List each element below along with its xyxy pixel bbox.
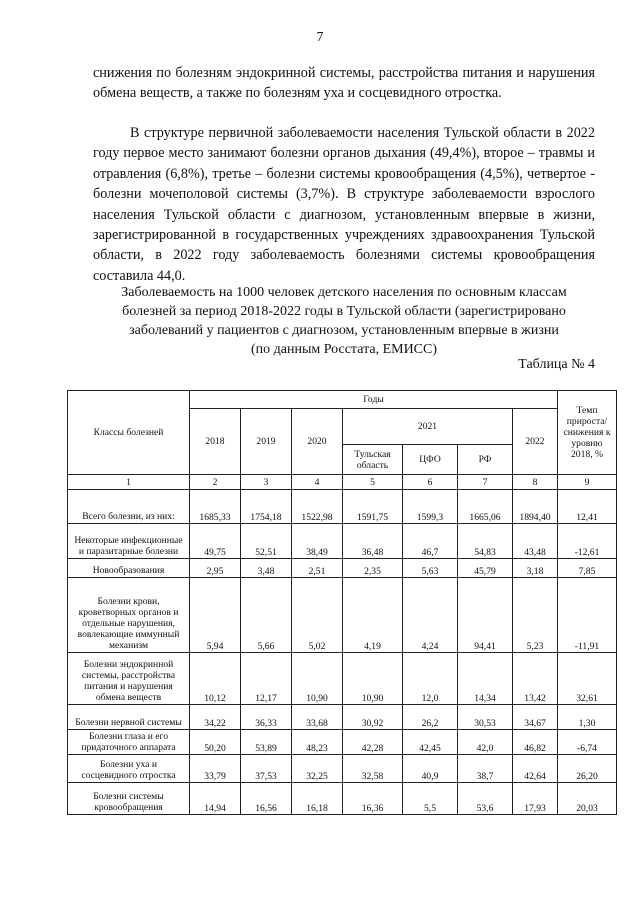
caption-line: болезней за период 2018-2022 годы в Тульской области (зарегистрировано [122, 304, 566, 319]
value-cell: 32,58 [343, 755, 403, 783]
disease-class: Болезни нервной системы [68, 705, 190, 730]
caption-line: (по данным Росстата, ЕМИСС) [250, 342, 438, 357]
column-number: 6 [403, 475, 458, 490]
value-cell: 12,0 [403, 653, 458, 705]
value-cell: 14,34 [458, 653, 513, 705]
value-cell: 10,90 [292, 653, 343, 705]
table-row [68, 490, 617, 524]
paragraph-1: снижения по болезням эндокринной системы, расстройства питания и нарушения обмена веществ, а также по болезням уха и сосцевидного отростка. [93, 65, 595, 102]
value-cell: 48,23 [292, 730, 343, 755]
value-cell: 5,94 [190, 578, 241, 653]
value-cell: 53,89 [241, 730, 292, 755]
value-cell: 45,79 [458, 559, 513, 578]
value-cell: 43,48 [513, 524, 558, 559]
value-cell: 10,90 [343, 653, 403, 705]
value-cell: 32,25 [292, 755, 343, 783]
value-cell: 42,28 [343, 730, 403, 755]
value-cell: 42,45 [403, 730, 458, 755]
value-cell: 13,42 [513, 653, 558, 705]
value-cell: 1894,40 [513, 490, 558, 524]
morbidity-table [67, 390, 617, 815]
value-cell: 52,51 [241, 524, 292, 559]
value-cell: 1754,18 [241, 490, 292, 524]
value-cell: 36,48 [343, 524, 403, 559]
value-cell: 7,85 [558, 559, 617, 578]
page-number: 7 [316, 30, 324, 45]
table-row [68, 783, 617, 815]
value-cell: 50,20 [190, 730, 241, 755]
value-cell: 38,7 [458, 755, 513, 783]
value-cell: 30,53 [458, 705, 513, 730]
value-cell: 5,63 [403, 559, 458, 578]
value-cell: 33,79 [190, 755, 241, 783]
table-row [68, 653, 617, 705]
value-cell: 4,19 [343, 578, 403, 653]
value-cell: 5,23 [513, 578, 558, 653]
value-cell: 42,0 [458, 730, 513, 755]
value-cell: -12,61 [558, 524, 617, 559]
paragraph-2: В структуре первичной заболеваемости населения Тульской области в 2022 году первое место занимают болезни органов дыхания (49,4%), второе – травмы и отравления (6,8%), третье – болезни системы кровообращения (4,5%), четвертое - болезни мочеполовой системы (3,7%). В структуре заболеваемости взрослого населения Тульской области с диагнозом, установленным впервые в жизни, зарегистрированной в государственных учреждениях здравоохранения Тульской области, в 2022 году заболеваемость болезнями системы кровообращения составила 44,0. [93, 125, 595, 284]
value-cell: 20,03 [558, 783, 617, 815]
value-cell: 5,5 [403, 783, 458, 815]
value-cell: 2,51 [292, 559, 343, 578]
column-number: 2 [190, 475, 241, 490]
value-cell: 37,53 [241, 755, 292, 783]
value-cell: 53,6 [458, 783, 513, 815]
value-cell: 26,2 [403, 705, 458, 730]
column-number: 9 [558, 475, 617, 490]
value-cell: 1685,33 [190, 490, 241, 524]
column-number: 5 [343, 475, 403, 490]
value-cell: 3,48 [241, 559, 292, 578]
value-cell: 33,68 [292, 705, 343, 730]
caption-line: заболеваний у пациентов с диагнозом, установленным впервые в жизни [129, 323, 559, 338]
table-row [68, 730, 617, 755]
table-row [68, 705, 617, 730]
value-cell: 1,30 [558, 705, 617, 730]
disease-class: Всего болезни, из них: [68, 490, 190, 524]
header-year-2022: 2022 [513, 409, 558, 475]
value-cell: 16,56 [241, 783, 292, 815]
value-cell: 12,41 [558, 490, 617, 524]
value-cell: 1665,06 [458, 490, 513, 524]
column-number: 4 [292, 475, 343, 490]
header-cfo: ЦФО [403, 445, 458, 475]
header-classes: Классы болезней [68, 391, 190, 475]
value-cell: 30,92 [343, 705, 403, 730]
header-year-2020: 2020 [292, 409, 343, 475]
value-cell: 16,18 [292, 783, 343, 815]
header-tula: Тульская область [343, 445, 403, 475]
value-cell: -11,91 [558, 578, 617, 653]
value-cell: 94,41 [458, 578, 513, 653]
value-cell: 40,9 [403, 755, 458, 783]
header-year-2018: 2018 [190, 409, 241, 475]
value-cell: 2,95 [190, 559, 241, 578]
value-cell: 38,49 [292, 524, 343, 559]
caption-line: Заболеваемость на 1000 человек детского населения по основным классам [121, 285, 567, 300]
value-cell: 34,67 [513, 705, 558, 730]
header-year-2019: 2019 [241, 409, 292, 475]
value-cell: 54,83 [458, 524, 513, 559]
disease-class: Болезни эндокринной системы, расстройства питания и нарушения обмена веществ [68, 653, 190, 705]
disease-class: Болезни крови, кроветворных органов и отдельные нарушения, вовлекающие иммунный механизм [68, 578, 190, 653]
value-cell: 1599,3 [403, 490, 458, 524]
value-cell: 46,82 [513, 730, 558, 755]
table-row [68, 755, 617, 783]
header-year-2021: 2021 [343, 409, 513, 445]
value-cell: 5,02 [292, 578, 343, 653]
value-cell: 46,7 [403, 524, 458, 559]
value-cell: 10,12 [190, 653, 241, 705]
column-number: 7 [458, 475, 513, 490]
value-cell: 1591,75 [343, 490, 403, 524]
disease-class: Новообразования [68, 559, 190, 578]
disease-class: Некоторые инфекционные и паразитарные болезни [68, 524, 190, 559]
value-cell: 49,75 [190, 524, 241, 559]
table-row [68, 524, 617, 559]
value-cell: 34,22 [190, 705, 241, 730]
disease-class: Болезни уха и сосцевидного отростка [68, 755, 190, 783]
header-rf: РФ [458, 445, 513, 475]
value-cell: 17,93 [513, 783, 558, 815]
value-cell: 3,18 [513, 559, 558, 578]
table-row [68, 578, 617, 653]
disease-class: Болезни системы кровообращения [68, 783, 190, 815]
value-cell: -6,74 [558, 730, 617, 755]
value-cell: 4,24 [403, 578, 458, 653]
table-label: Таблица № 4 [518, 357, 595, 372]
column-number: 3 [241, 475, 292, 490]
disease-class: Болезни глаза и его придаточного аппарата [68, 730, 190, 755]
value-cell: 12,17 [241, 653, 292, 705]
value-cell: 1522,98 [292, 490, 343, 524]
header-growth: Темп прироста/ снижения к уровню 2018, % [558, 391, 617, 475]
value-cell: 14,94 [190, 783, 241, 815]
value-cell: 5,66 [241, 578, 292, 653]
value-cell: 16,36 [343, 783, 403, 815]
header-years: Годы [190, 391, 558, 409]
column-number: 8 [513, 475, 558, 490]
value-cell: 42,64 [513, 755, 558, 783]
value-cell: 36,33 [241, 705, 292, 730]
table-row [68, 559, 617, 578]
table-caption [93, 283, 595, 359]
value-cell: 26,20 [558, 755, 617, 783]
column-number: 1 [68, 475, 190, 490]
value-cell: 2,35 [343, 559, 403, 578]
value-cell: 32,61 [558, 653, 617, 705]
